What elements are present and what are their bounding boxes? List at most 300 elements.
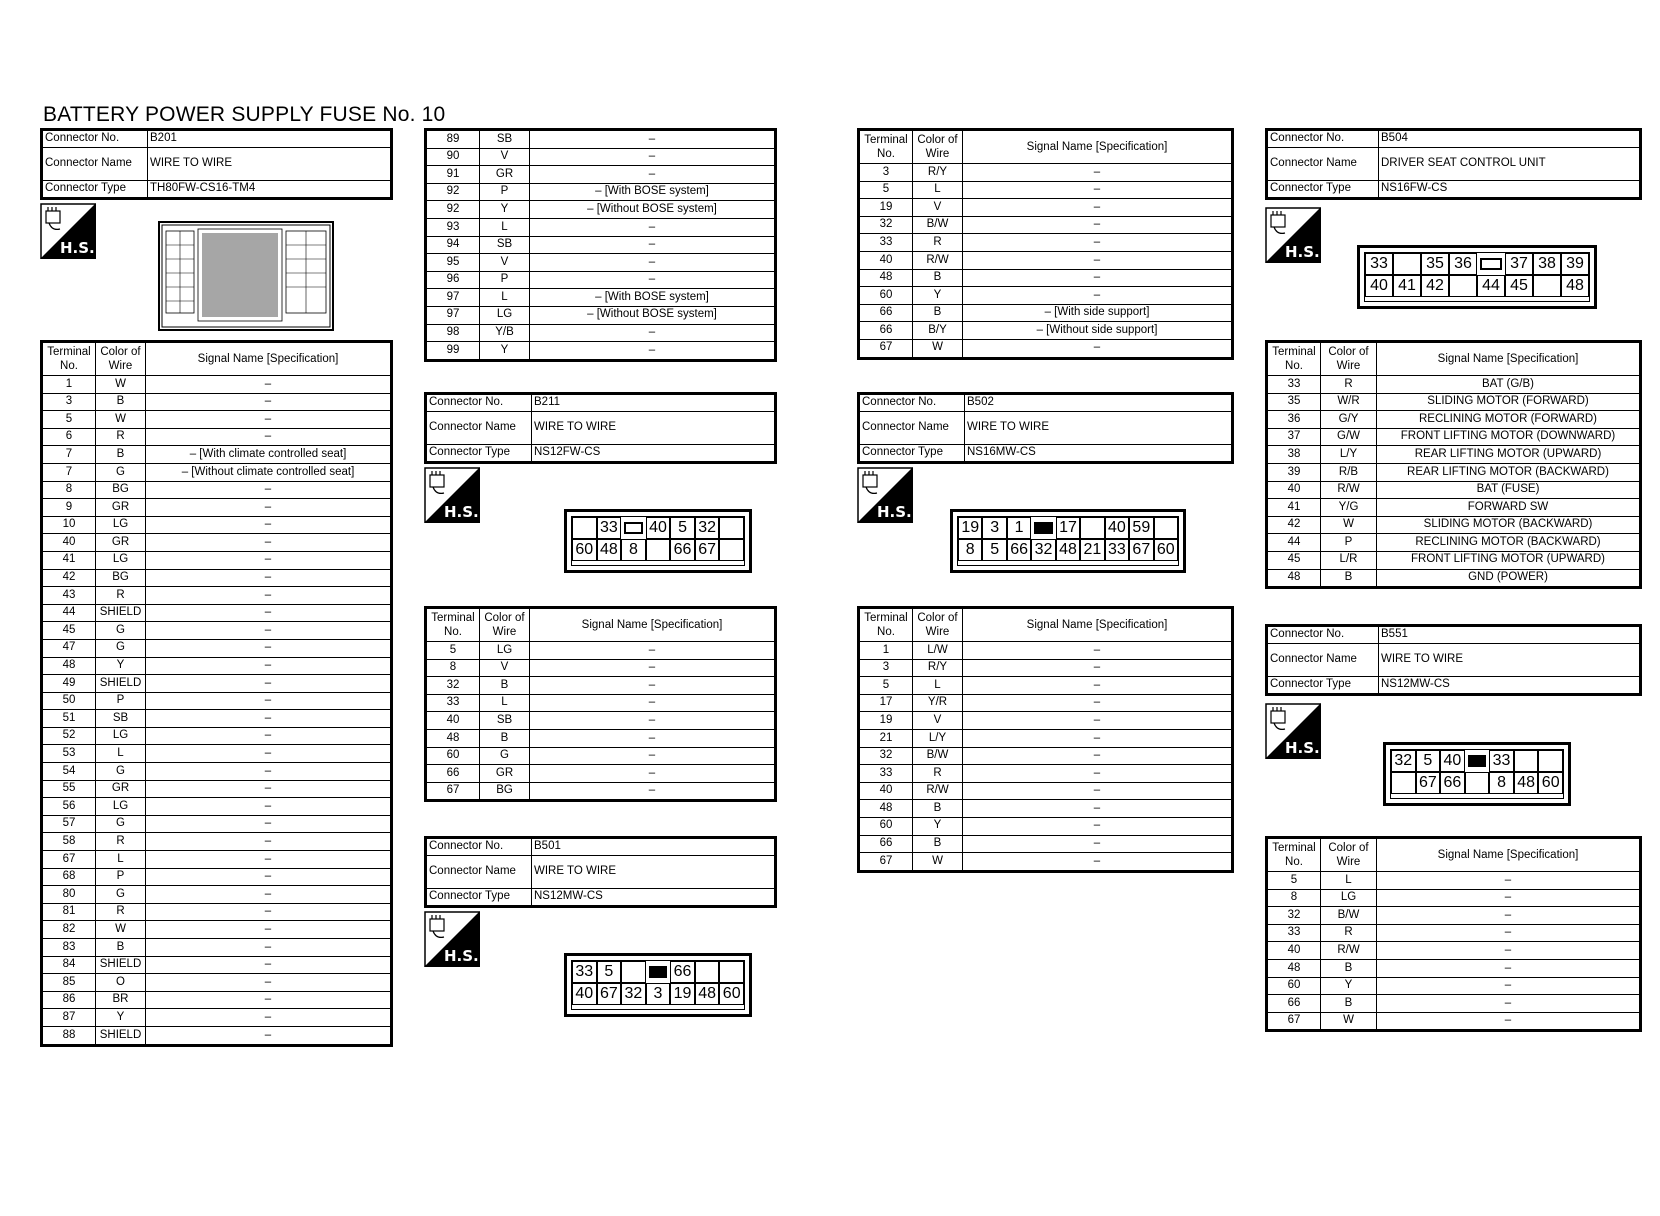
label-connector-name: Connector Name xyxy=(426,856,532,889)
wire-color: LG xyxy=(96,516,146,534)
terminal-no: 5 xyxy=(859,677,913,695)
table-row xyxy=(426,642,776,660)
signal-name: – xyxy=(146,763,392,781)
connector-type: NS12FW-CS xyxy=(532,445,776,463)
wire-color: R xyxy=(913,234,963,252)
wire-color: BG xyxy=(96,569,146,587)
header-terminal: Terminal No. xyxy=(1267,342,1321,376)
label-connector-no: Connector No. xyxy=(426,838,532,856)
connector-info-b551 xyxy=(1265,624,1642,696)
wire-color: W xyxy=(1321,1012,1377,1031)
wire-color: R/W xyxy=(1321,481,1377,499)
signal-name: – xyxy=(146,692,392,710)
table-row xyxy=(859,269,1233,287)
terminal-no: 33 xyxy=(426,694,480,712)
pin-number: 48 xyxy=(597,539,622,561)
table-row xyxy=(426,324,776,342)
signal-name: – xyxy=(963,642,1233,660)
table-row xyxy=(859,782,1233,800)
table-row xyxy=(1267,499,1641,517)
signal-name: REAR LIFTING MOTOR (UPWARD) xyxy=(1377,446,1641,464)
terminal-no: 93 xyxy=(426,218,480,236)
terminal-no: 82 xyxy=(42,921,96,939)
terminal-no: 81 xyxy=(42,903,96,921)
signal-name: – xyxy=(530,166,776,184)
table-row xyxy=(42,815,392,833)
terminal-no: 41 xyxy=(1267,499,1321,517)
pin-number: 40 xyxy=(572,983,597,1005)
label-connector-no: Connector No. xyxy=(426,394,532,412)
table-row xyxy=(859,234,1233,252)
signal-name: – xyxy=(146,639,392,657)
table-row xyxy=(1267,534,1641,552)
signal-name: – [With BOSE system] xyxy=(530,183,776,201)
wire-color: R/W xyxy=(1321,942,1377,960)
terminal-no: 53 xyxy=(42,745,96,763)
table-row xyxy=(1267,551,1641,569)
terminal-no: 1 xyxy=(859,642,913,660)
terminal-no: 91 xyxy=(426,166,480,184)
pin-number: 66 xyxy=(1007,539,1031,561)
wire-color: O xyxy=(96,974,146,992)
header-color: Color of Wire xyxy=(1321,838,1377,872)
table-row xyxy=(426,306,776,324)
terminal-no: 5 xyxy=(859,181,913,199)
table-row xyxy=(42,569,392,587)
signal-name: – xyxy=(146,991,392,1009)
wire-color: BG xyxy=(96,481,146,499)
wire-color: R xyxy=(913,765,963,783)
wire-color: GR xyxy=(96,780,146,798)
header-signal: Signal Name [Specification] xyxy=(1377,838,1641,872)
header-color: Color of Wire xyxy=(1321,342,1377,376)
wire-color: P xyxy=(1321,534,1377,552)
signal-name: RECLINING MOTOR (FORWARD) xyxy=(1377,411,1641,429)
pin-cavity xyxy=(719,539,744,561)
table-row xyxy=(426,712,776,730)
table-row xyxy=(1267,872,1641,890)
pin-cavity xyxy=(621,961,646,983)
table-row xyxy=(859,199,1233,217)
pin-number: 40 xyxy=(646,517,671,539)
pin-number: 33 xyxy=(1365,253,1393,275)
pin-number: 19 xyxy=(670,983,695,1005)
pin-number: 48 xyxy=(1561,275,1589,297)
table-row xyxy=(42,376,392,394)
terminal-no: 89 xyxy=(426,130,480,149)
terminal-no: 42 xyxy=(42,569,96,587)
wire-color: SB xyxy=(480,130,530,149)
signal-name: SLIDING MOTOR (FORWARD) xyxy=(1377,393,1641,411)
signal-name: – xyxy=(963,782,1233,800)
wire-color: L xyxy=(1321,872,1377,890)
terminal-no: 47 xyxy=(42,639,96,657)
signal-name: – xyxy=(146,516,392,534)
pin-number: 35 xyxy=(1421,253,1449,275)
table-row xyxy=(1267,907,1641,925)
table-row xyxy=(1267,393,1641,411)
pin-number: 33 xyxy=(597,517,622,539)
table-row xyxy=(1267,924,1641,942)
table-row xyxy=(1267,376,1641,394)
wire-color: B xyxy=(96,446,146,464)
terminal-no: 97 xyxy=(426,289,480,307)
signal-name: – xyxy=(146,622,392,640)
connector-face-b551 xyxy=(1383,742,1571,806)
header-color: Color of Wire xyxy=(480,608,530,642)
wire-color: G xyxy=(96,763,146,781)
terminal-no: 67 xyxy=(859,853,913,872)
pin-number: 48 xyxy=(1056,539,1080,561)
table-row xyxy=(1267,569,1641,588)
pin-number: 1 xyxy=(1007,517,1031,539)
terminal-no: 94 xyxy=(426,236,480,254)
hs-label: H.S. xyxy=(444,503,479,521)
wire-color: SB xyxy=(480,236,530,254)
wire-color: BG xyxy=(480,782,530,801)
signal-name: – xyxy=(963,287,1233,305)
signal-name: – xyxy=(530,677,776,695)
wire-color: W/R xyxy=(1321,393,1377,411)
table-row xyxy=(42,780,392,798)
wire-color: V xyxy=(480,254,530,272)
wire-color: Y/G xyxy=(1321,499,1377,517)
connector-type: NS12MW-CS xyxy=(1379,677,1641,695)
signal-name: – xyxy=(146,851,392,869)
signal-name: – xyxy=(146,798,392,816)
terminal-no: 5 xyxy=(42,411,96,429)
pin-number: 32 xyxy=(1031,539,1055,561)
table-row xyxy=(42,991,392,1009)
hs-label: H.S. xyxy=(1285,243,1320,261)
terminal-no: 90 xyxy=(426,148,480,166)
terminal-no: 99 xyxy=(426,342,480,361)
signal-name: – xyxy=(530,712,776,730)
signal-name: – xyxy=(963,251,1233,269)
table-row xyxy=(859,216,1233,234)
pin-number: 48 xyxy=(1514,772,1539,794)
signal-name: – xyxy=(530,729,776,747)
pin-number: 8 xyxy=(958,539,982,561)
header-signal: Signal Name [Specification] xyxy=(963,130,1233,164)
pin-number: 36 xyxy=(1449,253,1477,275)
terminal-no: 92 xyxy=(426,183,480,201)
signal-name: – xyxy=(963,234,1233,252)
terminal-table-b551 xyxy=(1265,836,1642,1032)
signal-name: – xyxy=(146,939,392,957)
table-row xyxy=(42,974,392,992)
table-row xyxy=(426,677,776,695)
table-row xyxy=(1267,1012,1641,1031)
table-row xyxy=(42,428,392,446)
signal-name: – xyxy=(146,481,392,499)
wire-color: R/Y xyxy=(913,659,963,677)
wire-color: SHIELD xyxy=(96,956,146,974)
wire-color: R/Y xyxy=(913,164,963,182)
terminal-no: 84 xyxy=(42,956,96,974)
signal-name: – xyxy=(146,745,392,763)
terminal-no: 87 xyxy=(42,1009,96,1027)
label-connector-type: Connector Type xyxy=(426,445,532,463)
pin-number: 3 xyxy=(646,983,671,1005)
terminal-table-b211 xyxy=(424,606,777,802)
signal-name: – xyxy=(1377,942,1641,960)
pin-number: 67 xyxy=(597,983,622,1005)
terminal-no: 32 xyxy=(859,216,913,234)
connector-info-b504 xyxy=(1265,128,1642,200)
signal-name: – xyxy=(146,868,392,886)
wire-color: SHIELD xyxy=(96,1026,146,1045)
wire-color: G xyxy=(96,622,146,640)
connector-name: WIRE TO WIRE xyxy=(532,856,776,889)
signal-name: – [With climate controlled seat] xyxy=(146,446,392,464)
table-row xyxy=(859,747,1233,765)
table-row xyxy=(859,304,1233,322)
pin-number: 8 xyxy=(621,539,646,561)
table-row xyxy=(426,289,776,307)
signal-name: – [With BOSE system] xyxy=(530,289,776,307)
pin-number: 42 xyxy=(1421,275,1449,297)
signal-name: – xyxy=(963,853,1233,872)
wire-color: LG xyxy=(480,306,530,324)
wire-color: L xyxy=(913,677,963,695)
table-row xyxy=(42,639,392,657)
terminal-no: 5 xyxy=(1267,872,1321,890)
pin-number: 32 xyxy=(621,983,646,1005)
pin-cavity xyxy=(1533,275,1561,297)
signal-name: – xyxy=(1377,872,1641,890)
pin-cavity xyxy=(695,961,720,983)
table-row xyxy=(1267,411,1641,429)
terminal-no: 54 xyxy=(42,763,96,781)
pin-number: 21 xyxy=(1080,539,1104,561)
pin-number: 40 xyxy=(1365,275,1393,297)
label-connector-no: Connector No. xyxy=(1267,130,1379,148)
label-connector-type: Connector Type xyxy=(42,181,148,199)
signal-name: – xyxy=(530,130,776,149)
table-row xyxy=(426,765,776,783)
signal-name: – xyxy=(530,271,776,289)
signal-name: – xyxy=(146,657,392,675)
table-row xyxy=(42,763,392,781)
table-row xyxy=(42,587,392,605)
wire-color: W xyxy=(96,376,146,394)
wire-color: B xyxy=(96,393,146,411)
terminal-no: 33 xyxy=(1267,924,1321,942)
wire-color: Y/B xyxy=(480,324,530,342)
signal-name: – xyxy=(146,569,392,587)
signal-name: RECLINING MOTOR (BACKWARD) xyxy=(1377,534,1641,552)
pin-number: 32 xyxy=(695,517,720,539)
table-row xyxy=(42,551,392,569)
table-row xyxy=(859,729,1233,747)
wire-color: B xyxy=(1321,569,1377,588)
harness-side-icon xyxy=(40,203,96,259)
pin-number: 19 xyxy=(958,517,982,539)
table-row xyxy=(1267,481,1641,499)
pin-cavity xyxy=(572,517,597,539)
connector-no: B502 xyxy=(965,394,1233,412)
signal-name: – xyxy=(963,712,1233,730)
wire-color: Y xyxy=(96,657,146,675)
label-connector-type: Connector Type xyxy=(1267,677,1379,695)
pin-number: 33 xyxy=(1489,750,1514,772)
table-row xyxy=(42,1026,392,1045)
table-row xyxy=(42,534,392,552)
terminal-no: 52 xyxy=(42,727,96,745)
signal-name: FRONT LIFTING MOTOR (DOWNWARD) xyxy=(1377,428,1641,446)
harness-side-icon xyxy=(857,467,913,523)
wire-color: B xyxy=(913,835,963,853)
wire-color: P xyxy=(480,271,530,289)
terminal-table-b201-cont xyxy=(424,128,777,362)
wire-color: Y xyxy=(913,287,963,305)
table-row xyxy=(426,236,776,254)
table-row xyxy=(426,218,776,236)
wire-color: L xyxy=(480,694,530,712)
table-row xyxy=(426,130,776,149)
terminal-no: 50 xyxy=(42,692,96,710)
pin-number: 8 xyxy=(1489,772,1514,794)
signal-name: – xyxy=(146,551,392,569)
table-row xyxy=(859,322,1233,340)
table-row xyxy=(42,710,392,728)
connector-no: B201 xyxy=(148,130,392,148)
signal-name: SLIDING MOTOR (BACKWARD) xyxy=(1377,516,1641,534)
signal-name: – xyxy=(146,675,392,693)
wire-color: L/R xyxy=(1321,551,1377,569)
connector-no: B211 xyxy=(532,394,776,412)
wire-color: Y xyxy=(480,201,530,219)
table-row xyxy=(859,835,1233,853)
terminal-no: 36 xyxy=(1267,411,1321,429)
wire-color: W xyxy=(96,411,146,429)
terminal-no: 33 xyxy=(859,765,913,783)
signal-name: – xyxy=(146,499,392,517)
wire-color: W xyxy=(1321,516,1377,534)
terminal-no: 88 xyxy=(42,1026,96,1045)
wire-color: BR xyxy=(96,991,146,1009)
terminal-no: 10 xyxy=(42,516,96,534)
hs-label: H.S. xyxy=(877,503,912,521)
signal-name: – [With side support] xyxy=(963,304,1233,322)
terminal-no: 40 xyxy=(1267,481,1321,499)
wire-color: GR xyxy=(96,499,146,517)
header-terminal: Terminal No. xyxy=(1267,838,1321,872)
terminal-no: 42 xyxy=(1267,516,1321,534)
terminal-no: 45 xyxy=(1267,551,1321,569)
connector-no: B551 xyxy=(1379,626,1641,644)
signal-name: – xyxy=(530,747,776,765)
header-signal: Signal Name [Specification] xyxy=(530,608,776,642)
wire-color: R xyxy=(96,587,146,605)
table-row xyxy=(42,481,392,499)
signal-name: – xyxy=(530,324,776,342)
header-terminal: Terminal No. xyxy=(42,342,96,376)
pin-number: 40 xyxy=(1105,517,1129,539)
terminal-no: 51 xyxy=(42,710,96,728)
wire-color: R/W xyxy=(913,251,963,269)
signal-name: – xyxy=(146,727,392,745)
terminal-no: 48 xyxy=(859,269,913,287)
terminal-no: 56 xyxy=(42,798,96,816)
connector-info-b501 xyxy=(424,836,777,908)
connector-face-b201 xyxy=(158,221,334,331)
hs-label: H.S. xyxy=(1285,739,1320,757)
terminal-no: 8 xyxy=(1267,889,1321,907)
wire-color: L xyxy=(913,181,963,199)
terminal-no: 80 xyxy=(42,886,96,904)
connector-key-solid xyxy=(1034,522,1052,534)
terminal-no: 66 xyxy=(1267,995,1321,1013)
terminal-no: 40 xyxy=(42,534,96,552)
pin-number: 67 xyxy=(695,539,720,561)
pin-number: 41 xyxy=(1393,275,1421,297)
signal-name: – xyxy=(963,677,1233,695)
signal-name: – xyxy=(530,342,776,361)
table-row xyxy=(426,254,776,272)
label-connector-type: Connector Type xyxy=(1267,181,1379,199)
signal-name: – xyxy=(963,800,1233,818)
signal-name: – xyxy=(530,236,776,254)
signal-name: – xyxy=(146,974,392,992)
label-connector-no: Connector No. xyxy=(42,130,148,148)
wire-color: Y/R xyxy=(913,694,963,712)
header-terminal: Terminal No. xyxy=(859,130,913,164)
terminal-no: 49 xyxy=(42,675,96,693)
table-row xyxy=(42,833,392,851)
signal-name: – xyxy=(530,694,776,712)
wire-color: B/W xyxy=(913,216,963,234)
pin-number: 5 xyxy=(597,961,622,983)
signal-name: – xyxy=(530,659,776,677)
terminal-no: 17 xyxy=(859,694,913,712)
header-signal: Signal Name [Specification] xyxy=(1377,342,1641,376)
wire-color: B/W xyxy=(1321,907,1377,925)
table-row xyxy=(42,657,392,675)
terminal-no: 7 xyxy=(42,463,96,481)
table-row xyxy=(859,694,1233,712)
wire-color: B xyxy=(480,729,530,747)
signal-name: REAR LIFTING MOTOR (BACKWARD) xyxy=(1377,463,1641,481)
table-row xyxy=(1267,463,1641,481)
table-row xyxy=(859,251,1233,269)
connector-face-b211 xyxy=(564,509,752,573)
terminal-no: 32 xyxy=(1267,907,1321,925)
table-row xyxy=(859,287,1233,305)
label-connector-no: Connector No. xyxy=(859,394,965,412)
wire-color: R xyxy=(96,833,146,851)
connector-no: B504 xyxy=(1379,130,1641,148)
signal-name: – xyxy=(963,164,1233,182)
signal-name: – xyxy=(1377,1012,1641,1031)
pin-number: 67 xyxy=(1129,539,1153,561)
terminal-no: 35 xyxy=(1267,393,1321,411)
wire-color: Y xyxy=(1321,977,1377,995)
pin-number: 66 xyxy=(670,539,695,561)
signal-name: – xyxy=(1377,959,1641,977)
signal-name: – [Without BOSE system] xyxy=(530,306,776,324)
signal-name: – xyxy=(963,181,1233,199)
wire-color: W xyxy=(913,339,963,358)
terminal-no: 58 xyxy=(42,833,96,851)
terminal-no: 95 xyxy=(426,254,480,272)
terminal-no: 85 xyxy=(42,974,96,992)
terminal-no: 33 xyxy=(1267,376,1321,394)
header-color: Color of Wire xyxy=(913,608,963,642)
terminal-no: 8 xyxy=(42,481,96,499)
table-row xyxy=(859,642,1233,660)
